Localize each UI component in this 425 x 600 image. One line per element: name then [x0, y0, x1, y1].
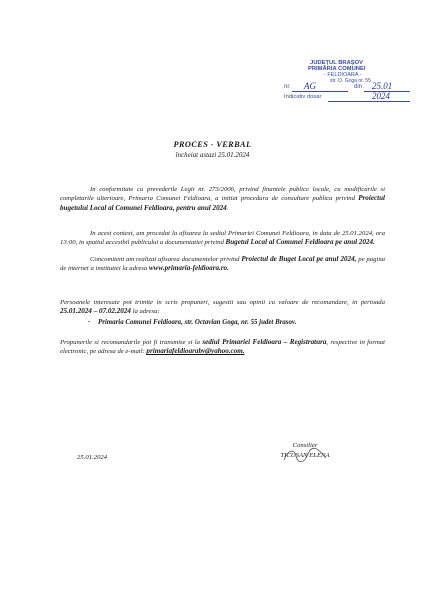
- document-subtitle: încheiat astazi 25.01.2024: [175, 151, 250, 159]
- stamp-date-label: din: [354, 84, 363, 90]
- bullet-address: Primaria Comunei Feldioara, str. Octavian Goga, nr. 55 judet Brasov.: [98, 319, 297, 326]
- p1-end: .: [226, 204, 229, 212]
- stamp-county: JUDEȚUL BRAȘOV: [310, 60, 364, 66]
- p5-text-2: , respective in format electronic, pe adresa de e-mail:: [60, 339, 385, 356]
- paragraph-proposals: [60, 298, 385, 317]
- p3-text-2: pe pagina de internet a institutiei la adresa: [60, 256, 386, 273]
- p3-budget-project: Proiectul de Buget Local pe anul 2024,: [241, 255, 357, 263]
- p1-text: In conformitate cu prevederile Legii nr. 273/2006, privind finantele publice locale, cu modificarile si completarile ulterioare, Primaria Comunei Feldioara, a initiat procedura de consultare publica privind: [60, 186, 385, 203]
- registration-stamp: [282, 60, 412, 104]
- stamp-nr-underline: [292, 91, 348, 92]
- handwritten-signature: [280, 446, 330, 466]
- paragraph-legal-basis: [60, 185, 385, 213]
- paragraph-submission: [60, 338, 385, 357]
- stamp-file-underline: [328, 101, 410, 102]
- paragraph-posting: [60, 229, 385, 248]
- stamp-address: str. O. Goga nr. 55: [330, 78, 371, 84]
- p5-text: Propunerile si recomandarile pot fi transmise si la: [60, 339, 203, 346]
- p5-registry: sediul Primariei Feldioara – Registratura: [202, 338, 327, 346]
- stamp-locality: - FELDIOARA -: [324, 72, 362, 78]
- p4-text: Persoanele interesate pot trimite in scris propuneri, sugestii sau opinii cu valoare de recomandare, in perioada: [60, 299, 385, 306]
- p1-budget-project: Proiectul bugetului Local al Comunei Feldioara, pentru anul 2024: [60, 194, 385, 212]
- stamp-nr-label: nr.: [284, 84, 291, 90]
- bullet-mark: -: [88, 318, 91, 325]
- paragraph-website: [60, 255, 385, 274]
- document-title: PROCES - VERBAL: [173, 140, 252, 149]
- p2-local-budget: Bugetul Local al Comunei Feldioara pe anul 2024.: [225, 238, 375, 247]
- signer-role: Consilier: [292, 442, 318, 449]
- email-link[interactable]: primariafeldioarabv@yahoo.com.: [146, 347, 245, 356]
- p4-text-2: la adresa:: [130, 308, 160, 316]
- website-link[interactable]: www.primaria-feldioara.ro.: [148, 264, 229, 273]
- stamp-institution: PRIMĂRIA COMUNEI: [308, 66, 366, 72]
- stamp-file-label: Indicativ dosar: [284, 94, 322, 100]
- stamp-handwritten-nr: AG: [304, 81, 316, 91]
- stamp-handwritten-year: 2024: [372, 91, 390, 101]
- stamp-handwritten-date: 25.01: [372, 81, 393, 91]
- p3-text: Concomitent am realizat afisarea documentelor privind: [90, 256, 242, 263]
- p2-text: In acest context, am procedat la afisarea la sediul Primariei Comunei Feldioara, in data de 25.01.2024, ora 13:00, in spatiul accesibil publicului a documentatiei privind: [60, 230, 385, 247]
- p4-period: 25.01.2024 – 07.02.2024: [60, 307, 131, 316]
- signer-name: TICUSAN ELENA: [280, 452, 330, 459]
- footer-date: 25.01.2024: [77, 454, 108, 461]
